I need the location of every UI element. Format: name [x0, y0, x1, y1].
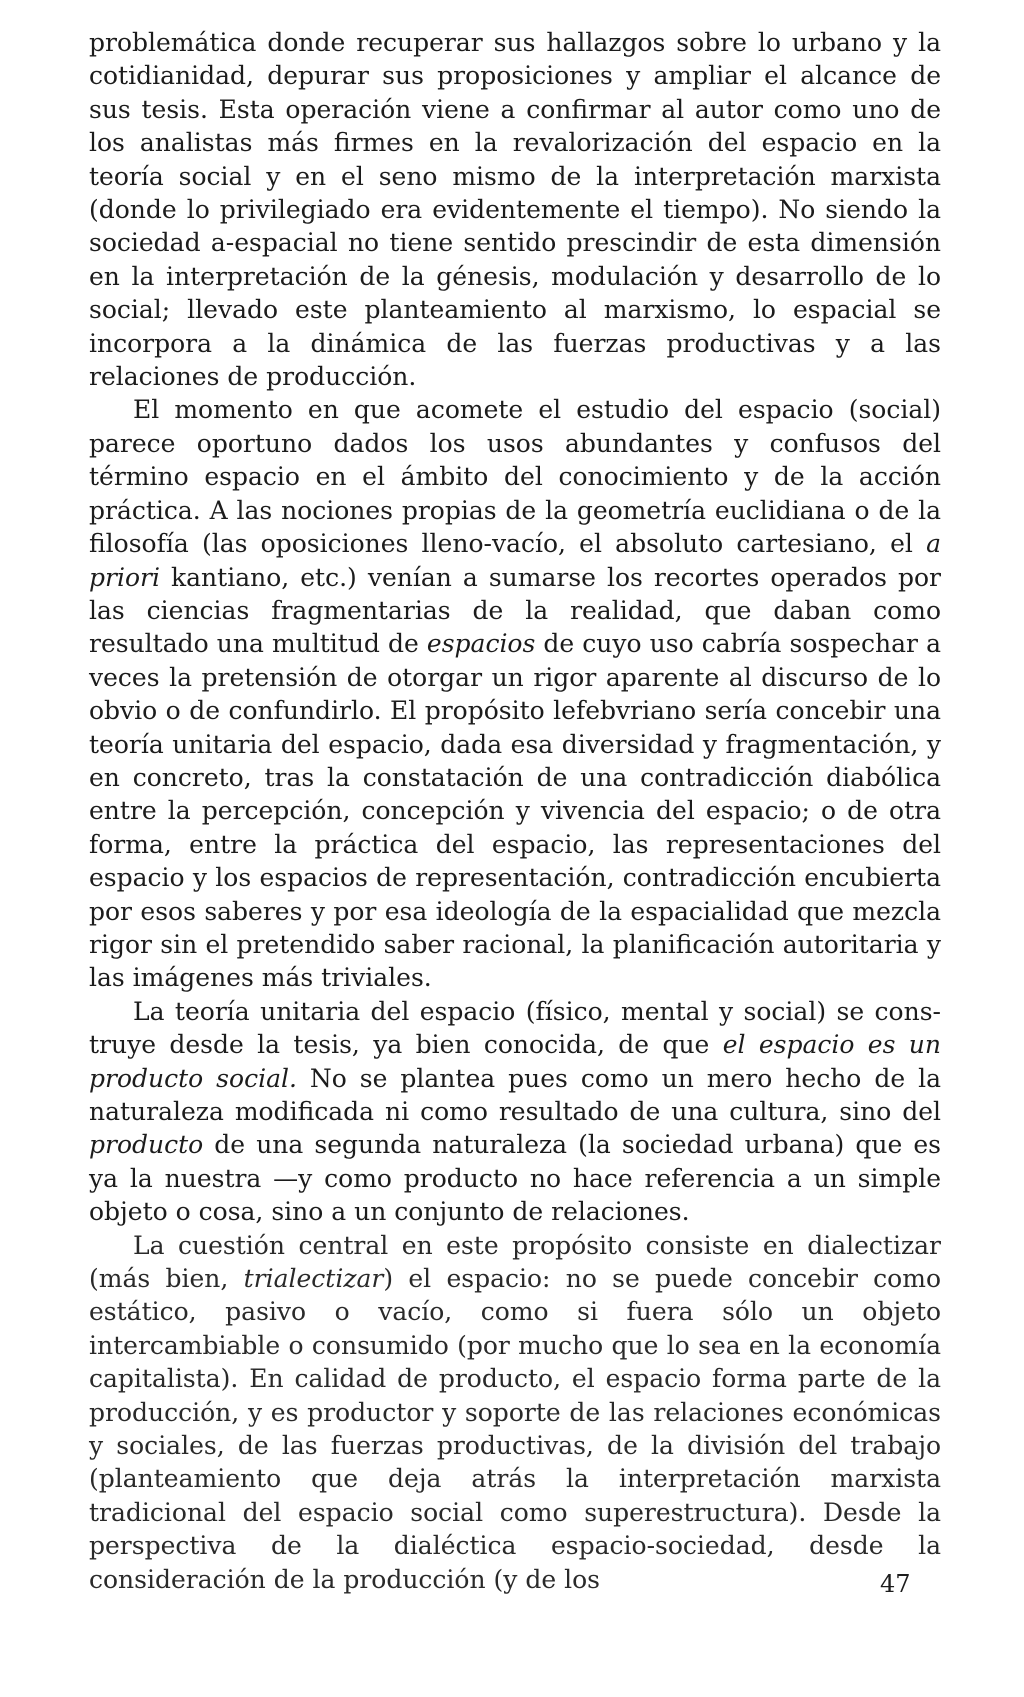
paragraph-3-segment-5: de una segunda naturaleza (la sociedad urbana) que es ya la nuestra —y como producto no hace referencia a un simple objeto o cosa, sino a un conjunto de relaciones.	[89, 1130, 941, 1227]
paragraph-2-italic-a-priori: a priori	[89, 529, 941, 592]
paragraph-3-segment-3: No se plantea pues como un mero hecho de la naturaleza modificada ni como resultado de una cultura, sino del	[89, 1063, 941, 1126]
paragraph-3-italic-thesis: el espacio es un producto social.	[89, 1030, 941, 1093]
paragraph-2-segment-3: kantiano, etc.) venían a sumarse los recortes operados por las ciencias fragmentarias de la realidad, que daban como resultado una multitud de	[89, 562, 941, 659]
paragraph-4-segment-1: La cuestión central en este propósito consiste en dialectizar (más bien,	[89, 1230, 941, 1294]
paragraph-3-italic-producto: producto	[89, 1130, 204, 1160]
paragraph-2-italic-espacios: espacios	[426, 629, 536, 659]
page-number: 47	[880, 1570, 911, 1598]
paragraph-3-segment-1: La teoría unitaria del espacio (físico, mental y social) se construye desde la tesis, ya bien conocida, de que	[89, 996, 941, 1060]
paragraph-4-segment-3: ) el espacio: no se puede concebir como estático, pasivo o vacío, como si fuera sólo un objeto intercambiable o consumido (por mucho que lo sea en la economía capitalista). En calidad de producto, el espacio forma parte de la producción, y es productor y soporte de las relaciones económicas y sociales, de las fuerzas productivas, de la división del trabajo (planteamiento que deja atrás la interpretación marxista tradicional del espacio social como superestructura). Desde la perspectiva de la dialéctica espacio-sociedad, desde la consideración de la producción (y de los	[89, 1264, 941, 1594]
paragraph-1	[89, 26, 941, 393]
paragraph-3	[89, 995, 941, 1229]
paragraph-2	[89, 393, 941, 994]
paragraph-1-segment-1: problemática donde recuperar sus hallazgos sobre lo urbano y la cotidianidad, depurar sus proposiciones y ampliar el alcance de sus tesis. Esta operación viene a confirmar al autor como uno de los analistas más firmes en la revalorización del espacio en la teoría social y en el seno mismo de la interpretación marxista (donde lo privilegiado era evidentemente el tiempo). No siendo la sociedad a-espacial no tiene sentido prescindir de esta dimensión en la interpretación de la génesis, modulación y desarrollo de lo social; llevado este planteamiento al marxismo, lo espacial se incorpora a la dinámica de las fuerzas productivas y a las relaciones de producción.	[89, 28, 941, 392]
paragraph-4	[89, 1229, 941, 1596]
paragraph-4-italic-trialectizar: trialectizar	[243, 1264, 384, 1294]
paragraph-2-segment-5: de cuyo uso cabría sospechar a veces la pretensión de otorgar un rigor aparente al discurso de lo obvio o de confundirlo. El propósito lefebvriano sería concebir una teoría unitaria del espacio, dada esa diversidad y fragmentación, y en concreto, tras la constatación de una contradicción diabólica entre la percepción, concepción y vivencia del espacio; o de otra forma, entre la práctica del espacio, las representaciones del espacio y los espacios de representación, contradicción encubierta por esos saberes y por esa ideología de la espacialidad que mezcla rigor sin el pretendido saber racional, la planificación autoritaria y las imágenes más triviales.	[89, 629, 941, 993]
book-page-body	[89, 26, 941, 1596]
paragraph-2-segment-1: El momento en que acomete el estudio del espacio (social) parece oportuno dados los usos abundantes y confusos del término espacio en el ámbito del conocimiento y de la acción práctica. A las nociones propias de la geometría euclidiana o de la filosofía (las oposiciones lleno-vacío, el absoluto cartesiano, el	[89, 395, 941, 559]
